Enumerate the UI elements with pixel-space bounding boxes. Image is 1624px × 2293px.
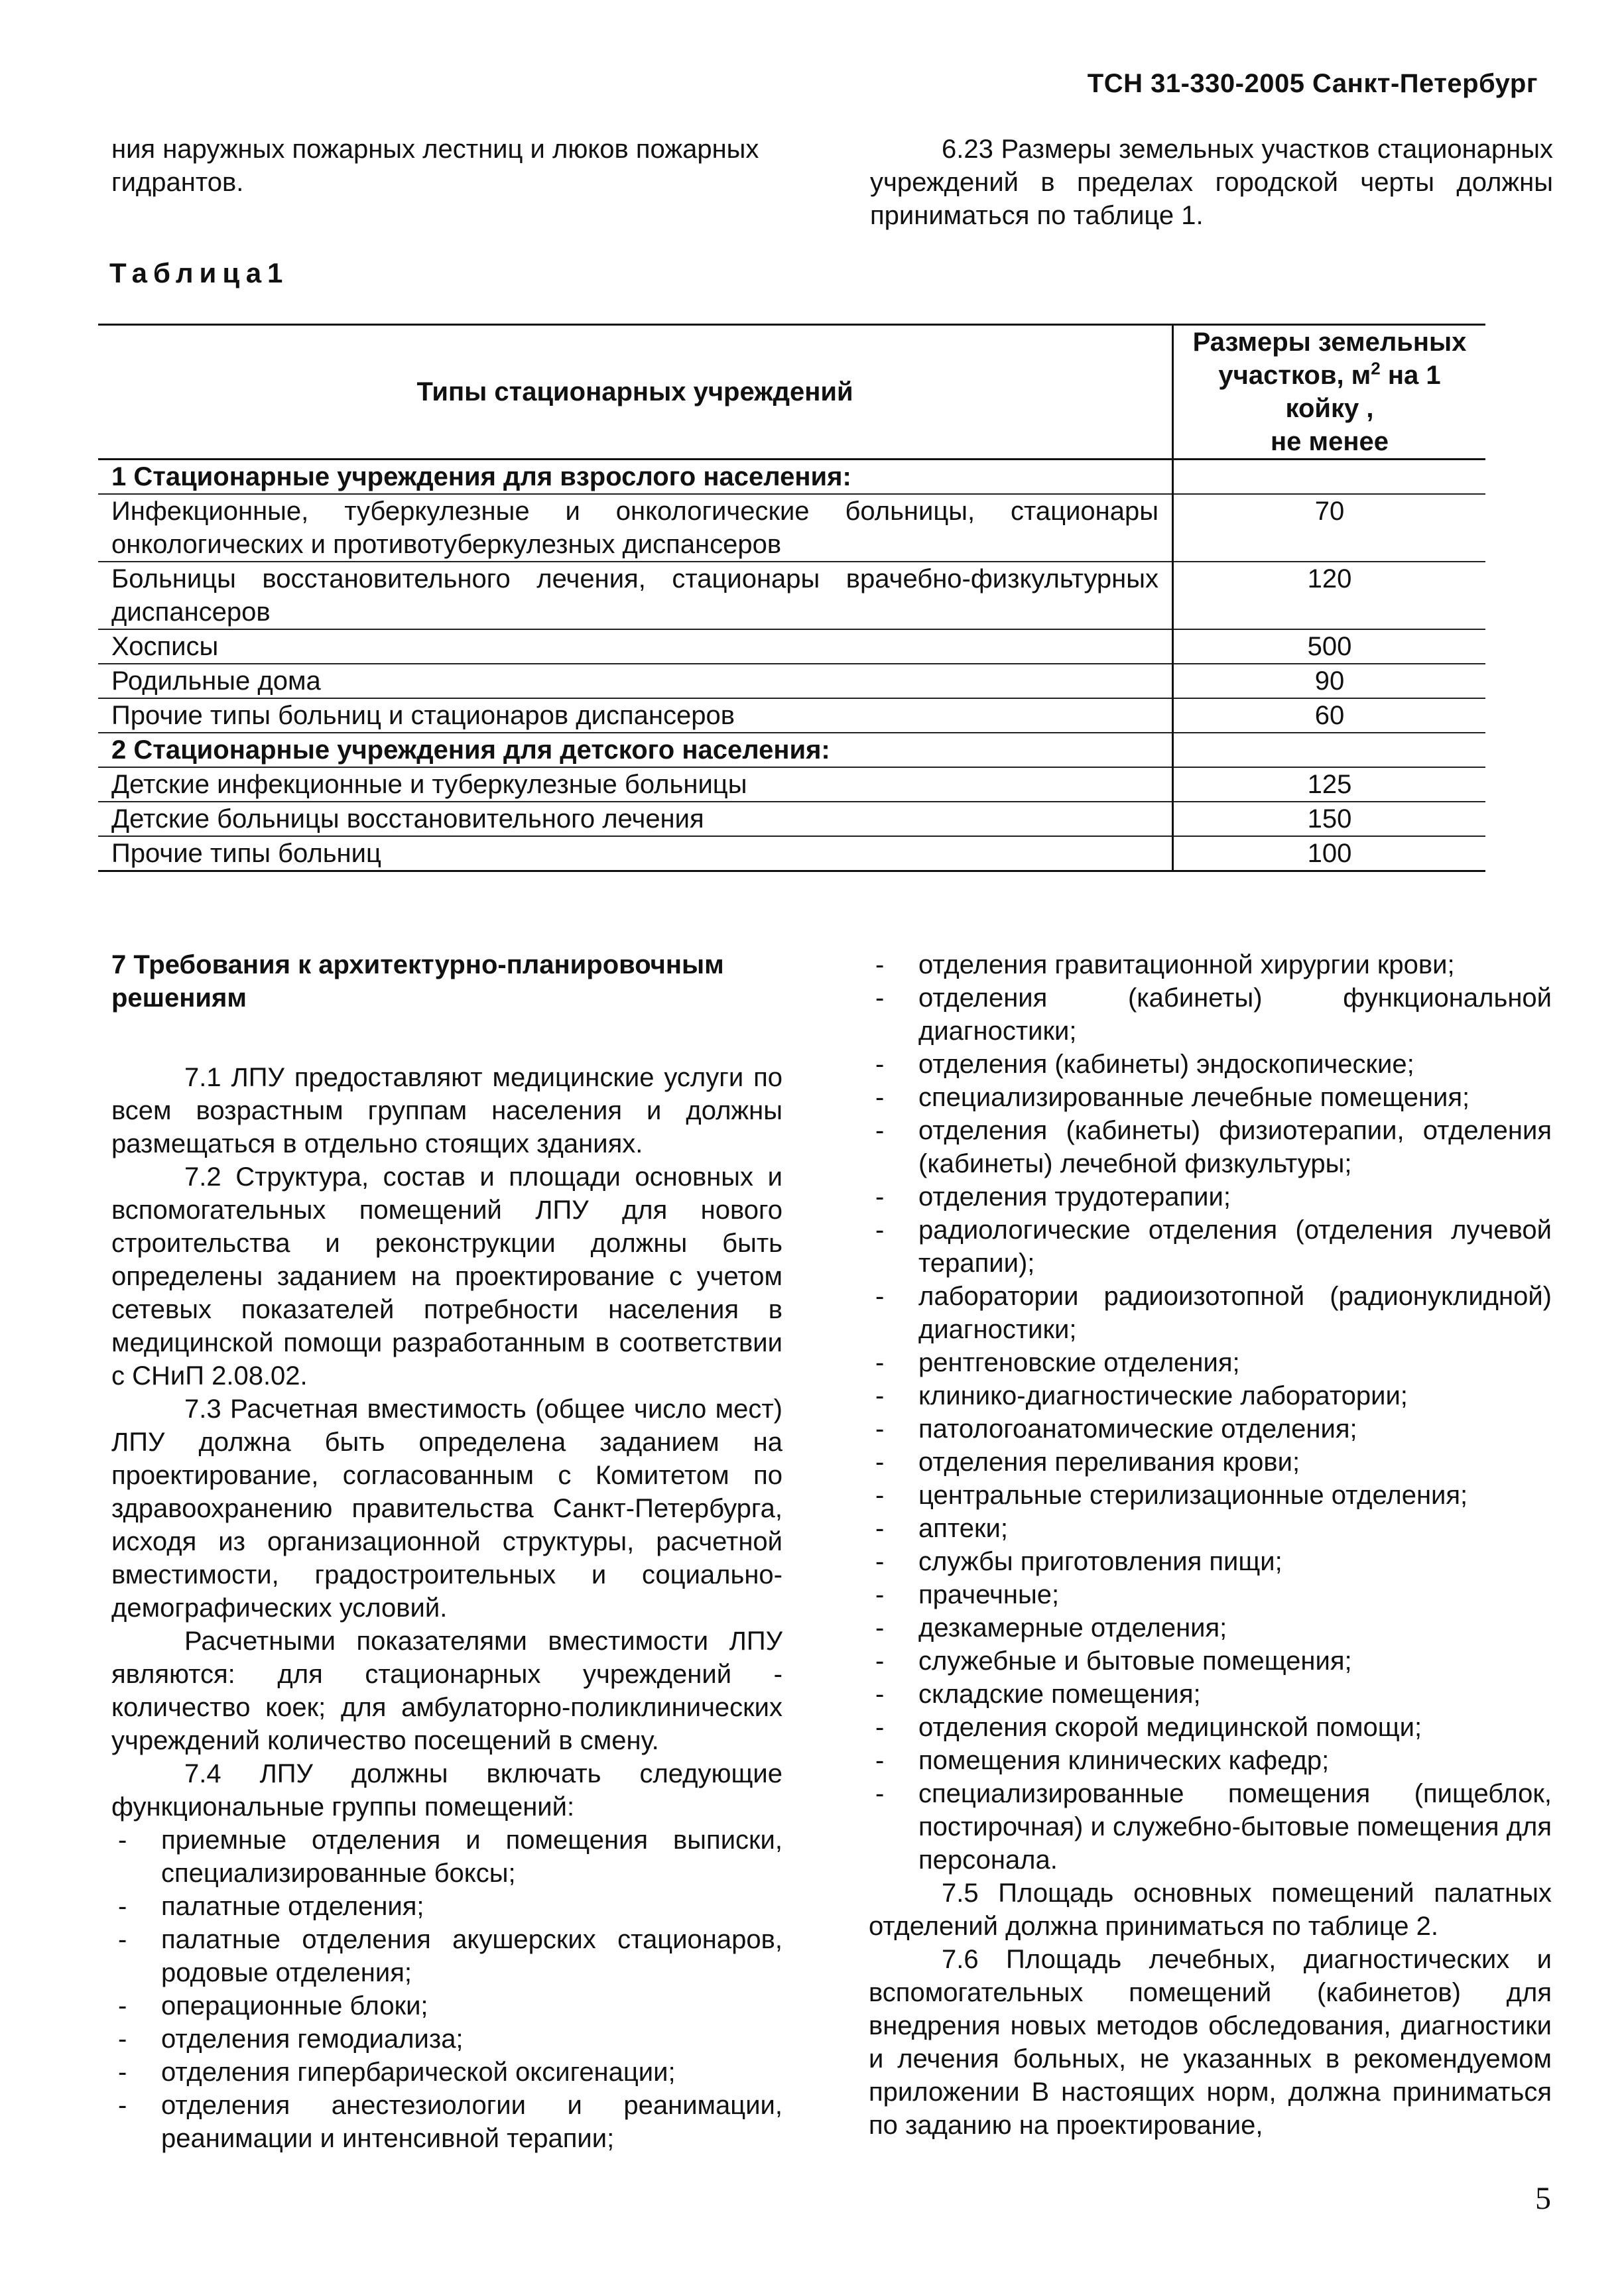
table-row <box>98 733 1485 767</box>
row-value: 150 <box>1173 802 1486 836</box>
col-header-types: Типы стационарных учреждений <box>416 377 853 406</box>
table-row <box>98 802 1485 836</box>
list-item: - дезкамерные отделения; <box>869 1611 1552 1644</box>
row-value: 500 <box>1173 629 1486 664</box>
list-item: - радиологические отделения (отделения лучевой терапии); <box>869 1213 1552 1280</box>
left-column <box>111 948 782 2155</box>
paragraph-6-23: 6.23 Размеры земельных участков стационарных учреждений в пределах городской черты должны приниматься по таблице 1. <box>870 135 1553 230</box>
continued-paragraph: ния наружных пожарных лестниц и люков пожарных гидрантов. <box>111 135 759 197</box>
list-item: - палатные отделения; <box>111 1890 782 1923</box>
row-name: Прочие типы больниц и стационаров диспансеров <box>111 701 735 730</box>
document-header: ТСН 31-330-2005 Санкт-Петербург <box>1087 69 1538 98</box>
list-item: - отделения анестезиологии и реанимации, реанимации и интенсивной терапии; <box>111 2089 782 2155</box>
row-value: 125 <box>1173 767 1486 802</box>
row-name: 2 Стационарные учреждения для детского населения: <box>111 735 830 765</box>
list-item: - приемные отделения и помещения выписки, специализированные боксы; <box>111 1824 782 1890</box>
list-item: - операционные блоки; <box>111 1989 782 2022</box>
list-item: - патологоанатомические отделения; <box>869 1412 1552 1446</box>
list-item: - отделения скорой медицинской помощи; <box>869 1711 1552 1744</box>
page-number: 5 <box>1535 2181 1551 2216</box>
row-name: Детские больницы восстановительного лечения <box>111 804 704 834</box>
table-row <box>98 494 1485 562</box>
list-item: - центральные стерилизационные отделения; <box>869 1479 1552 1512</box>
paragraph-7-3-b: Расчетными показателями вместимости ЛПУ являются: для стационарных учреждений - количество коек; для амбулаторно-поликлинических учреждений количество посещений в смену. <box>111 1627 782 1755</box>
table-header-row <box>98 325 1485 460</box>
functional-groups-list-right <box>869 948 1552 1877</box>
table-row <box>98 562 1485 629</box>
table-caption: Таблица1 <box>109 257 289 288</box>
table-row <box>98 767 1485 802</box>
list-item: - палатные отделения акушерских стационаров, родовые отделения; <box>111 1923 782 1989</box>
paragraph-7-2: 7.2 Структура, состав и площади основных и вспомогательных помещений ЛПУ для нового строительства и реконструкции должны быть определены заданием на проектирование с учетом сетевых показателей потребности населения в медицинской помощи разработанным в соответствии с СНиП 2.08.02. <box>111 1162 782 1391</box>
list-item: - специализированные помещения (пищеблок, постирочная) и служебно-бытовые помещения для персонала. <box>869 1777 1552 1877</box>
row-value: 60 <box>1173 698 1486 733</box>
list-item: - прачечные; <box>869 1578 1552 1611</box>
top-left-column <box>111 133 808 199</box>
list-item: - отделения гравитационной хирургии крови; <box>869 948 1552 981</box>
list-item: - служебные и бытовые помещения; <box>869 1644 1552 1678</box>
list-item: - отделения (кабинеты) функциональной диагностики; <box>869 981 1552 1048</box>
row-name: Больницы восстановительного лечения, стационары врачебно-физкультурных диспансеров <box>111 564 1158 627</box>
paragraph-7-4: 7.4 ЛПУ должны включать следующие функциональные группы помещений: <box>111 1759 782 1822</box>
row-name: Инфекционные, туберкулезные и онкологические больницы, стационары онкологических и противотуберкулезных диспансеров <box>111 497 1158 559</box>
table-row <box>98 698 1485 733</box>
row-value: 70 <box>1173 494 1486 562</box>
top-right-column <box>870 133 1553 232</box>
row-value: 120 <box>1173 562 1486 629</box>
list-item: - клинико-диагностические лаборатории; <box>869 1379 1552 1412</box>
table-row <box>98 629 1485 664</box>
row-name: Хосписы <box>111 632 219 661</box>
list-item: - отделения (кабинеты) эндоскопические; <box>869 1048 1552 1081</box>
row-value: 100 <box>1173 836 1486 871</box>
right-column <box>869 948 1552 2142</box>
list-item: - отделения переливания крови; <box>869 1446 1552 1479</box>
table-row <box>98 836 1485 871</box>
row-value <box>1173 460 1486 495</box>
table-row <box>98 664 1485 698</box>
row-name: Прочие типы больниц <box>111 839 381 868</box>
list-item: - помещения клинических кафедр; <box>869 1744 1552 1777</box>
row-value <box>1173 733 1486 767</box>
row-value: 90 <box>1173 664 1486 698</box>
table-row <box>98 460 1485 495</box>
row-name: 1 Стационарные учреждения для взрослого населения: <box>111 462 851 491</box>
paragraph-7-5: 7.5 Площадь основных помещений палатных отделений должна приниматься по таблице 2. <box>869 1879 1552 1941</box>
table-1 <box>98 324 1485 872</box>
list-item: - складские помещения; <box>869 1678 1552 1711</box>
list-item: - рентгеновские отделения; <box>869 1346 1552 1379</box>
row-name: Детские инфекционные и туберкулезные больницы <box>111 770 747 799</box>
paragraph-7-6: 7.6 Площадь лечебных, диагностических и вспомогательных помещений (кабинетов) для внедрения новых методов обследования, диагностики и лечения больных, не указанных в рекомендуемом приложении В настоящих норм, должна приниматься по заданию на проектирование, <box>869 1945 1552 2140</box>
list-item: - отделения гипербарической оксигенации; <box>111 2056 782 2089</box>
list-item: - отделения гемодиализа; <box>111 2022 782 2056</box>
functional-groups-list-left <box>111 1824 782 2155</box>
col-header-sizes: Размеры земельных участков, $м^2$ на 1 койку , не менее <box>1173 325 1486 460</box>
list-item: - лаборатории радиоизотопной (радионуклидной) диагностики; <box>869 1280 1552 1346</box>
list-item: - отделения трудотерапии; <box>869 1180 1552 1213</box>
row-name: Родильные дома <box>111 666 321 696</box>
list-item: - службы приготовления пищи; <box>869 1545 1552 1578</box>
paragraph-7-1: 7.1 ЛПУ предоставляют медицинские услуги по всем возрастным группам населения и должны размещаться в отдельно стоящих зданиях. <box>111 1063 782 1158</box>
list-item: - специализированные лечебные помещения; <box>869 1081 1552 1114</box>
list-item: - аптеки; <box>869 1512 1552 1545</box>
list-item: - отделения (кабинеты) физиотерапии, отделения (кабинеты) лечебной физкультуры; <box>869 1114 1552 1180</box>
paragraph-7-3: 7.3 Расчетная вместимость (общее число мест) ЛПУ должна быть определена заданием на проектирование, согласованным с Комитетом по здравоохранению правительства Санкт-Петербурга, исходя из организационной структуры, расчетной вместимости, градостроительных и социально-демографических условий. <box>111 1394 782 1623</box>
section-7-heading: 7 Требования к архитектурно-планировочным решениям <box>111 950 724 1013</box>
